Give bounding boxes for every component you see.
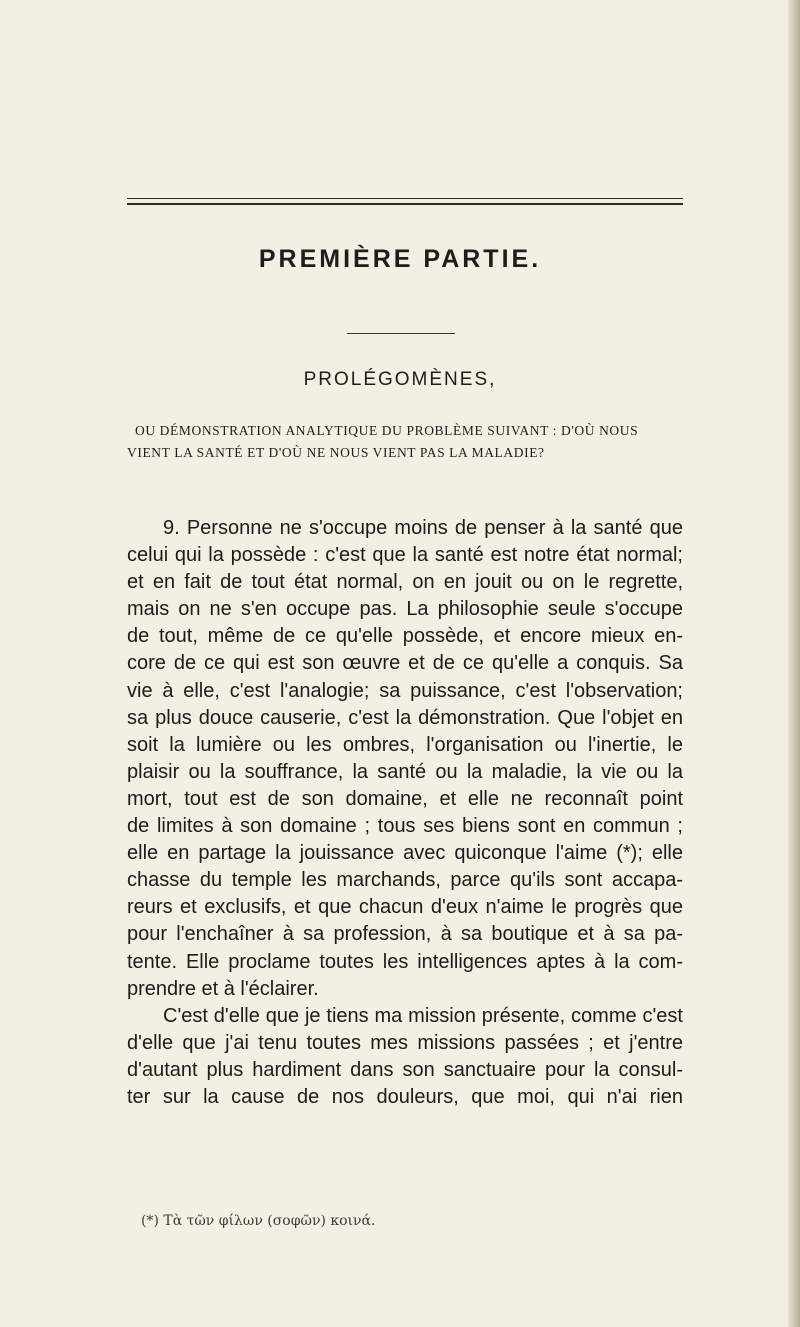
- body-line: mort, tout est de son domaine, et elle ne reconnaît point: [127, 787, 683, 810]
- body-line: ter sur la cause de nos douleurs, que moi, qui n'ai rien: [127, 1085, 683, 1108]
- body-line: elle en partage la jouissance avec quiconque l'aime (*); elle: [127, 842, 683, 865]
- body-line: tente. Elle proclame toutes les intelligences aptes à la com-: [127, 950, 683, 973]
- body-line: prendre et à l'éclairer.: [127, 977, 319, 1000]
- page-edge-shadow: [788, 0, 800, 1327]
- body-line: 9. Personne ne s'occupe moins de penser à la santé que: [163, 517, 683, 539]
- body-paragraphs: [127, 515, 683, 1111]
- body-line: vie à elle, c'est l'analogie; sa puissance, c'est l'observation;: [127, 679, 683, 702]
- body-line: chasse du temple les marchands, parce qu'ils sont accapa-: [127, 869, 683, 892]
- subtitle-line: VIENT LA SANTÉ ET D'OÙ NE NOUS VIENT PAS LA MALADIE?: [127, 445, 545, 460]
- body-line: core de ce qui est son œuvre et de ce qu'elle a conquis. Sa: [127, 652, 683, 675]
- body-line: pour l'enchaîner à sa profession, à sa boutique et à sa pa-: [127, 923, 683, 946]
- header-double-rule: [127, 198, 683, 205]
- body-line: plaisir ou la souffrance, la santé ou la maladie, la vie ou la: [127, 760, 683, 783]
- footnote: (*) Τὰ τῶν φίλων (σοφῶν) κοινά.: [141, 1213, 376, 1229]
- section-divider: [347, 333, 455, 334]
- part-title: PREMIÈRE PARTIE.: [258, 245, 542, 273]
- body-line: celui qui la possède : c'est que la santé est notre état normal;: [127, 544, 683, 567]
- body-line: et en fait de tout état normal, on en jouit ou on le regrette,: [127, 571, 683, 594]
- body-line: soit la lumière ou les ombres, l'organisation ou l'inertie, le: [127, 733, 683, 756]
- subtitle-line: OU DÉMONSTRATION ANALYTIQUE DU PROBLÈME SUIVANT : D'OÙ NOUS: [135, 423, 639, 438]
- body-line: d'autant plus hardiment dans son sanctuaire pour la consul-: [127, 1058, 683, 1081]
- body-line: reurs et exclusifs, et que chacun d'eux n'aime le progrès que: [127, 896, 683, 919]
- body-line: d'elle que j'ai tenu toutes mes missions passées ; et j'entre: [127, 1031, 683, 1054]
- body-line: sa plus douce causerie, c'est la démonstration. Que l'objet en: [127, 706, 683, 729]
- body-line: mais on ne s'en occupe pas. La philosophie seule s'occupe: [127, 598, 683, 621]
- section-title: PROLÉGOMÈNES,: [303, 369, 497, 390]
- section-subtitle: [127, 420, 683, 464]
- body-line: C'est d'elle que je tiens ma mission présente, comme c'est: [163, 1004, 683, 1027]
- body-line: de tout, même de ce qu'elle possède, et encore mieux en-: [127, 625, 683, 648]
- body-line: de limites à son domaine ; tous ses biens sont en commun ;: [127, 815, 683, 838]
